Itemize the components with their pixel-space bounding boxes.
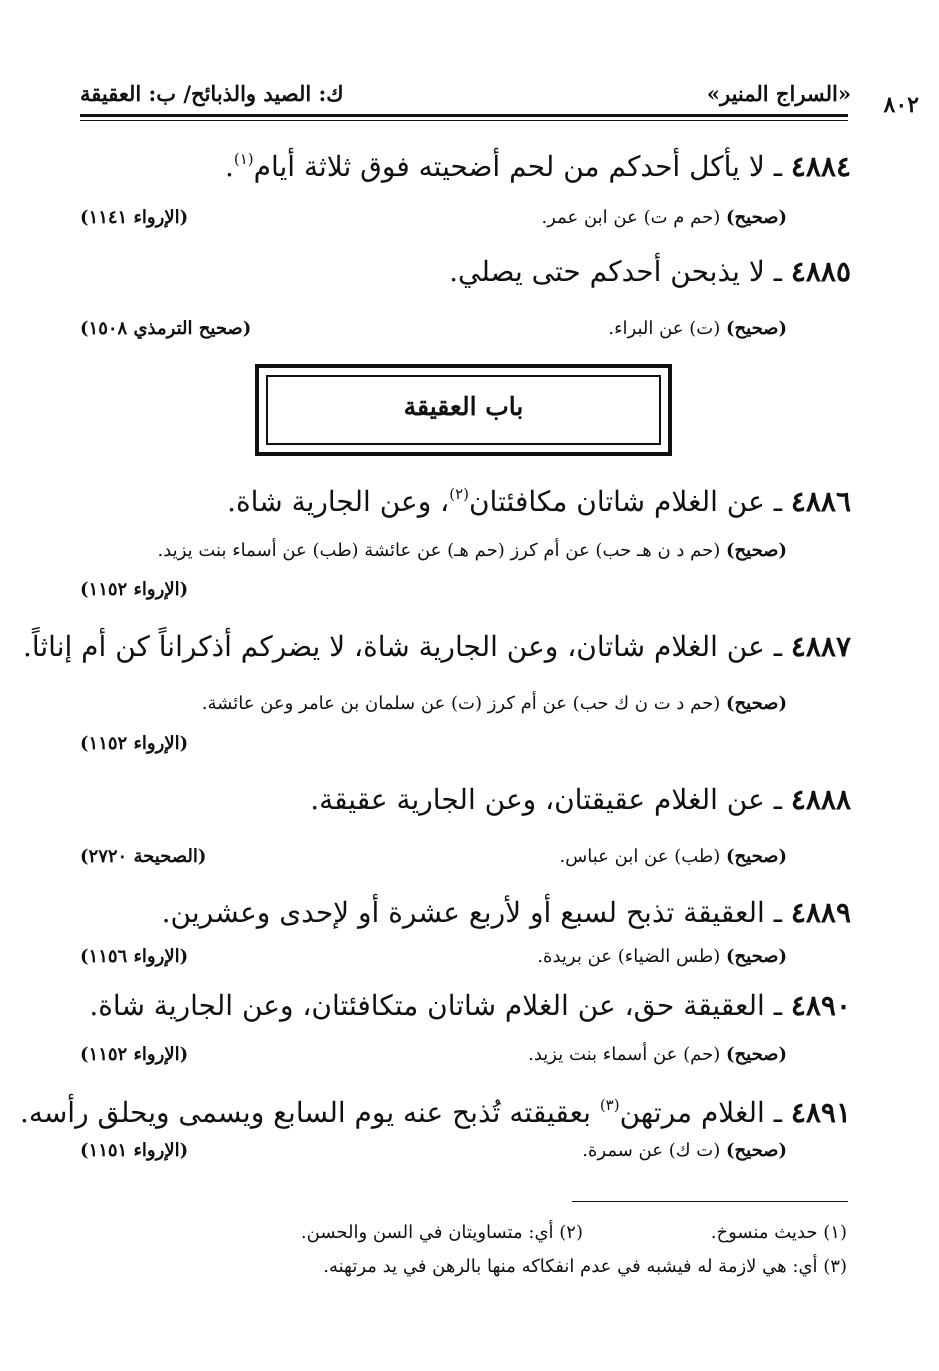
hadith-number: ٤٨٨٨ bbox=[790, 783, 851, 816]
grade: (صحيح) bbox=[726, 318, 787, 339]
source-text: (حم) عن أسماء بنت يزيد. bbox=[528, 1044, 721, 1065]
source-text: (ت) عن البراء. bbox=[608, 318, 721, 339]
chapter-title: باب العقيقة bbox=[403, 392, 524, 421]
header-rule-thick bbox=[80, 114, 848, 117]
hadith-text-tail: بعقيقته تُذبح عنه يوم السابع ويسمى ويحلق رأسه. bbox=[19, 1096, 600, 1129]
grade: (صحيح) bbox=[726, 846, 787, 867]
footnote-text: أي: متساويتان في السن والحسن. bbox=[300, 1222, 554, 1243]
grade: (صحيح) bbox=[726, 1140, 787, 1161]
hadith-reference: (الإرواء ١١٥٢) bbox=[80, 579, 189, 600]
page-number: ٨٠٢ bbox=[883, 92, 919, 118]
footnote-separator bbox=[572, 1201, 848, 1202]
footnote-2 bbox=[301, 1220, 583, 1246]
dash: ـ bbox=[773, 150, 782, 183]
dash: ـ bbox=[773, 1096, 782, 1129]
grade: (صحيح) bbox=[726, 693, 787, 714]
dash: ـ bbox=[773, 896, 782, 929]
source-text: (طب) عن ابن عباس. bbox=[559, 846, 721, 867]
footnote-1 bbox=[711, 1220, 847, 1246]
hadith-number: ٤٨٩١ bbox=[790, 1096, 851, 1129]
grade: (صحيح) bbox=[726, 207, 787, 228]
hadith-number: ٤٨٨٩ bbox=[790, 896, 851, 929]
hadith-source bbox=[528, 1041, 787, 1069]
hadith-number: ٤٨٨٤ bbox=[790, 150, 851, 183]
hadith-4886 bbox=[71, 474, 851, 522]
hadith-4891 bbox=[19, 1085, 851, 1133]
dash: ـ bbox=[773, 255, 782, 288]
book-title: «السراج المنير» bbox=[706, 81, 851, 106]
hadith-reference: (الصحيحة ٢٧٢٠) bbox=[80, 846, 207, 867]
hadith-4884 bbox=[71, 139, 851, 187]
dash: ـ bbox=[773, 630, 782, 663]
hadith-reference: (الإرواء ١١٥٢) bbox=[80, 733, 189, 754]
hadith-reference: (الإرواء ١١٥١) bbox=[80, 1140, 189, 1161]
grade: (صحيح) bbox=[726, 1044, 787, 1065]
hadith-text: عن الغلام شاتان مكافئتان bbox=[468, 485, 765, 518]
hadith-reference: (صحيح الترمذي ١٥٠٨) bbox=[80, 318, 252, 339]
hadith-number: ٤٨٨٦ bbox=[790, 485, 851, 518]
hadith-4888 bbox=[71, 780, 851, 820]
hadith-4885 bbox=[71, 252, 851, 292]
hadith-text: عن الغلام عقيقتان، وعن الجارية عقيقة. bbox=[310, 783, 765, 816]
hadith-source bbox=[582, 1137, 787, 1165]
hadith-reference: (الإرواء ١١٥٦) bbox=[80, 946, 189, 967]
footnote-mark: (٣) bbox=[823, 1256, 847, 1277]
hadith-source bbox=[608, 315, 787, 343]
hadith-4887 bbox=[22, 627, 851, 667]
hadith-source bbox=[560, 843, 787, 871]
section-title: ك: الصيد والذبائح/ ب: العقيقة bbox=[80, 81, 344, 106]
hadith-text-tail: . bbox=[224, 150, 234, 183]
hadith-source bbox=[158, 537, 787, 565]
footnote-text: حديث منسوخ. bbox=[710, 1222, 818, 1243]
footnote-mark: (١) bbox=[233, 150, 254, 168]
chapter-heading-box bbox=[255, 364, 672, 456]
grade: (صحيح) bbox=[726, 540, 787, 561]
source-text: (طس الضياء) عن بريدة. bbox=[537, 946, 721, 967]
footnote-mark: (٢) bbox=[449, 485, 469, 503]
source-text: (حم م ت) عن ابن عمر. bbox=[541, 207, 721, 228]
hadith-text: لا يأكل أحدكم من لحم أضحيته فوق ثلاثة أيام bbox=[253, 150, 765, 183]
source-text: (حم د ت ن ك حب) عن أم كرز (ت) عن سلمان بن عامر وعن عائشة. bbox=[201, 693, 721, 714]
hadith-source bbox=[541, 204, 787, 232]
header-rule-thin bbox=[80, 120, 848, 121]
hadith-text: العقيقة حق، عن الغلام شاتان متكافئتان، وعن الجارية شاة. bbox=[89, 989, 765, 1022]
hadith-number: ٤٨٨٥ bbox=[790, 255, 851, 288]
hadith-source bbox=[537, 943, 787, 971]
hadith-text-tail: ، وعن الجارية شاة. bbox=[227, 485, 450, 518]
footnote-mark: (٣) bbox=[599, 1096, 620, 1114]
source-text: (ت ك) عن سمرة. bbox=[582, 1140, 721, 1161]
footnote-text: أي: هي لازمة له فيشبه في عدم انفكاكه منها بالرهن في يد مرتهنه. bbox=[323, 1256, 818, 1277]
hadith-text: عن الغلام شاتان، وعن الجارية شاة، لا يضركم أذكراناً كن أم إناثاً. bbox=[22, 630, 765, 663]
hadith-reference: (الإرواء ١١٥٢) bbox=[80, 1044, 189, 1065]
dash: ـ bbox=[773, 485, 782, 518]
hadith-number: ٤٨٨٧ bbox=[790, 630, 851, 663]
source-text: (حم د ن هـ حب) عن أم كرز (حم هـ) عن عائشة (طب) عن أسماء بنت يزيد. bbox=[157, 540, 721, 561]
hadith-text: العقيقة تذبح لسبع أو لأربع عشرة أو لإحدى وعشرين. bbox=[161, 896, 765, 929]
hadith-number: ٤٨٩٠ bbox=[790, 989, 851, 1022]
footnote-3 bbox=[323, 1254, 847, 1280]
hadith-4889 bbox=[71, 893, 851, 933]
footnote-mark: (٢) bbox=[559, 1222, 583, 1243]
dash: ـ bbox=[773, 989, 782, 1022]
hadith-reference: (الإرواء ١١٤١) bbox=[80, 207, 189, 228]
hadith-text: الغلام مرتهن bbox=[619, 1096, 765, 1129]
hadith-source bbox=[202, 690, 787, 718]
dash: ـ bbox=[773, 783, 782, 816]
grade: (صحيح) bbox=[726, 946, 787, 967]
footnote-mark: (١) bbox=[823, 1222, 847, 1243]
hadith-text: لا يذبحن أحدكم حتى يصلي. bbox=[449, 255, 765, 288]
hadith-4890 bbox=[71, 986, 851, 1026]
